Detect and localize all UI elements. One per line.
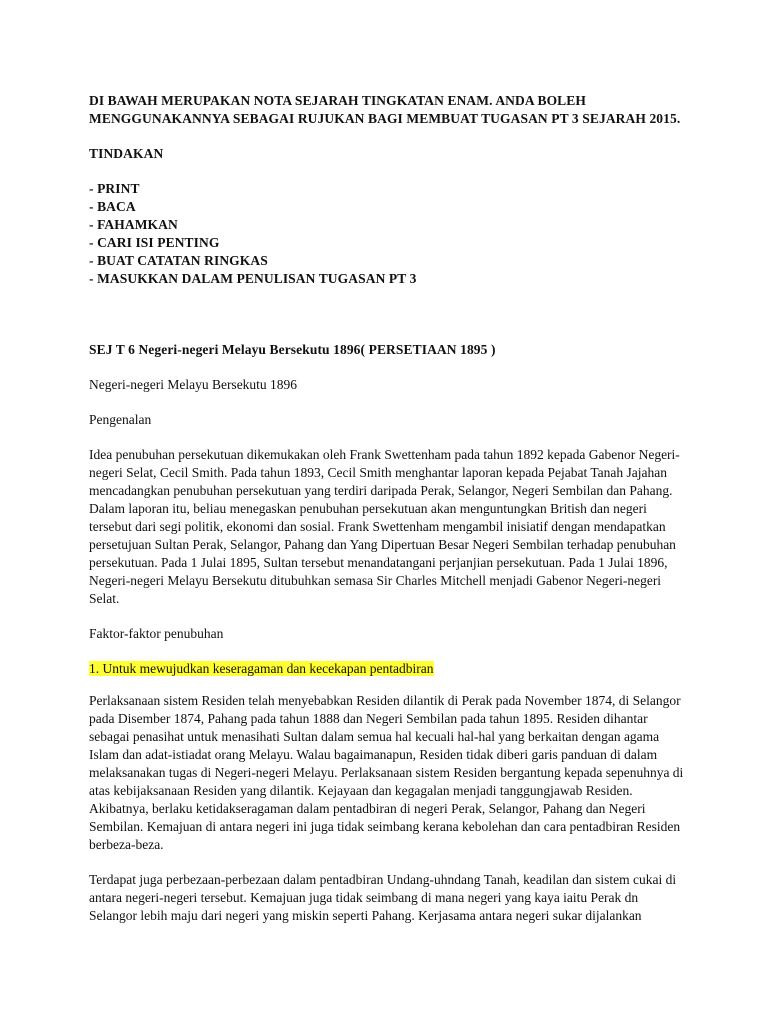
document-title: Negeri-negeri Melayu Bersekutu 1896: [89, 377, 298, 392]
action-item: - MASUKKAN DALAM PENULISAN TUGASAN PT 3: [89, 271, 417, 286]
factor-1-paragraph-2: Terdapat juga perbezaan-perbezaan dalam pentadbiran Undang-uhndang Tanah, keadilan dan sistem cukai di antara negeri-negeri tersebut. Kemajuan juga tidak seimbang di mana negeri yang kaya iaitu Perak dn Selangor lebih maju dari negeri yang miskin seperti Pahang. Kerjasama antara negeri sukar dijalankan: [89, 871, 677, 923]
factor-1-wrapper: [89, 660, 689, 678]
document-page: [89, 92, 689, 925]
intro-note: DI BAWAH MERUPAKAN NOTA SEJARAH TINGKATAN ENAM. ANDA BOLEH MENGGUNAKANNYA SEBAGAI RUJUKAN BAGI MEMBUAT TUGASAN PT 3 SEJARAH 2015.: [89, 93, 681, 126]
factor-1-paragraph: Perlaksanaan sistem Residen telah menyebabkan Residen dilantik di Perak pada November 1874, di Selangor pada Disember 1874, Pahang pada tahun 1888 dan Negeri Sembilan pada tahun 1895. Residen dihantar sebagai penasihat untuk menasihati Sultan dalam semua hal kecuali hal-hal yang berkaitan dengan agama Islam dan adat-istiadat orang Melayu. Walau bagaimanapun, Residen tidak diberi garis panduan di dalam melaksanakan tugas di Negeri-negeri Melayu. Perlaksanaan sistem Residen bergantung kepada sepenuhnya di atas kebijaksanaan Residen yang dilantik. Kejayaan dan kegagalan menjadi tanggungjawab Residen. Akibatnya, berlaku ketidakseragaman dalam pentadbiran di negeri Perak, Selangor, Pahang dan Negeri Sembilan. Kemajuan di antara negeri ini juga tidak seimbang kerana kebolehan dan cara pentadbiran Residen berbeza-beza.: [89, 692, 684, 852]
action-item: - PRINT: [89, 181, 140, 196]
intro-paragraph: Idea penubuhan persekutuan dikemukakan oleh Frank Swettenham pada tahun 1892 kepada Gabenor Negeri-negeri Selat, Cecil Smith. Pada tahun 1893, Cecil Smith menghantar laporan kepada Pejabat Tanah Jajahan mencadangkan penubuhan persekutuan yang terdiri daripada Perak, Selangor, Negeri Sembilan dan Pahang. Dalam laporan itu, beliau menegaskan penubuhan persekutuan akan menguntungkan British dan negeri tersebut dari segi politik, ekonomi dan sosial. Frank Swettenham mengambil inisiatif dengan mendapatkan persetujuan Sultan Perak, Selangor, Pahang dan Yang Dipertuan Besar Negeri Sembilan terhadap penubuhan persekutuan. Pada 1 Julai 1895, Sultan tersebut menandatangani perjanjian persekutuan. Pada 1 Julai 1896, Negeri-negeri Melayu Bersekutu ditubuhkan semasa Sir Charles Mitchell menjadi Gabenor Negeri-negeri Selat.: [89, 447, 680, 606]
section-label-pengenalan: Pengenalan: [89, 412, 152, 427]
action-item: - BUAT CATATAN RINGKAS: [89, 253, 268, 268]
section-label-faktor: Faktor-faktor penubuhan: [89, 626, 224, 641]
action-item: - FAHAMKAN: [89, 217, 178, 232]
actions-list: [89, 180, 689, 288]
action-item: - CARI ISI PENTING: [89, 235, 220, 250]
factor-1-title: 1. Untuk mewujudkan keseragaman dan kecekapan pentadbiran: [89, 661, 434, 676]
action-item: - BACA: [89, 199, 136, 214]
actions-title: TINDAKAN: [89, 146, 164, 161]
chapter-heading: SEJ T 6 Negeri-negeri Melayu Bersekutu 1896( PERSETIAAN 1895 ): [89, 342, 496, 357]
